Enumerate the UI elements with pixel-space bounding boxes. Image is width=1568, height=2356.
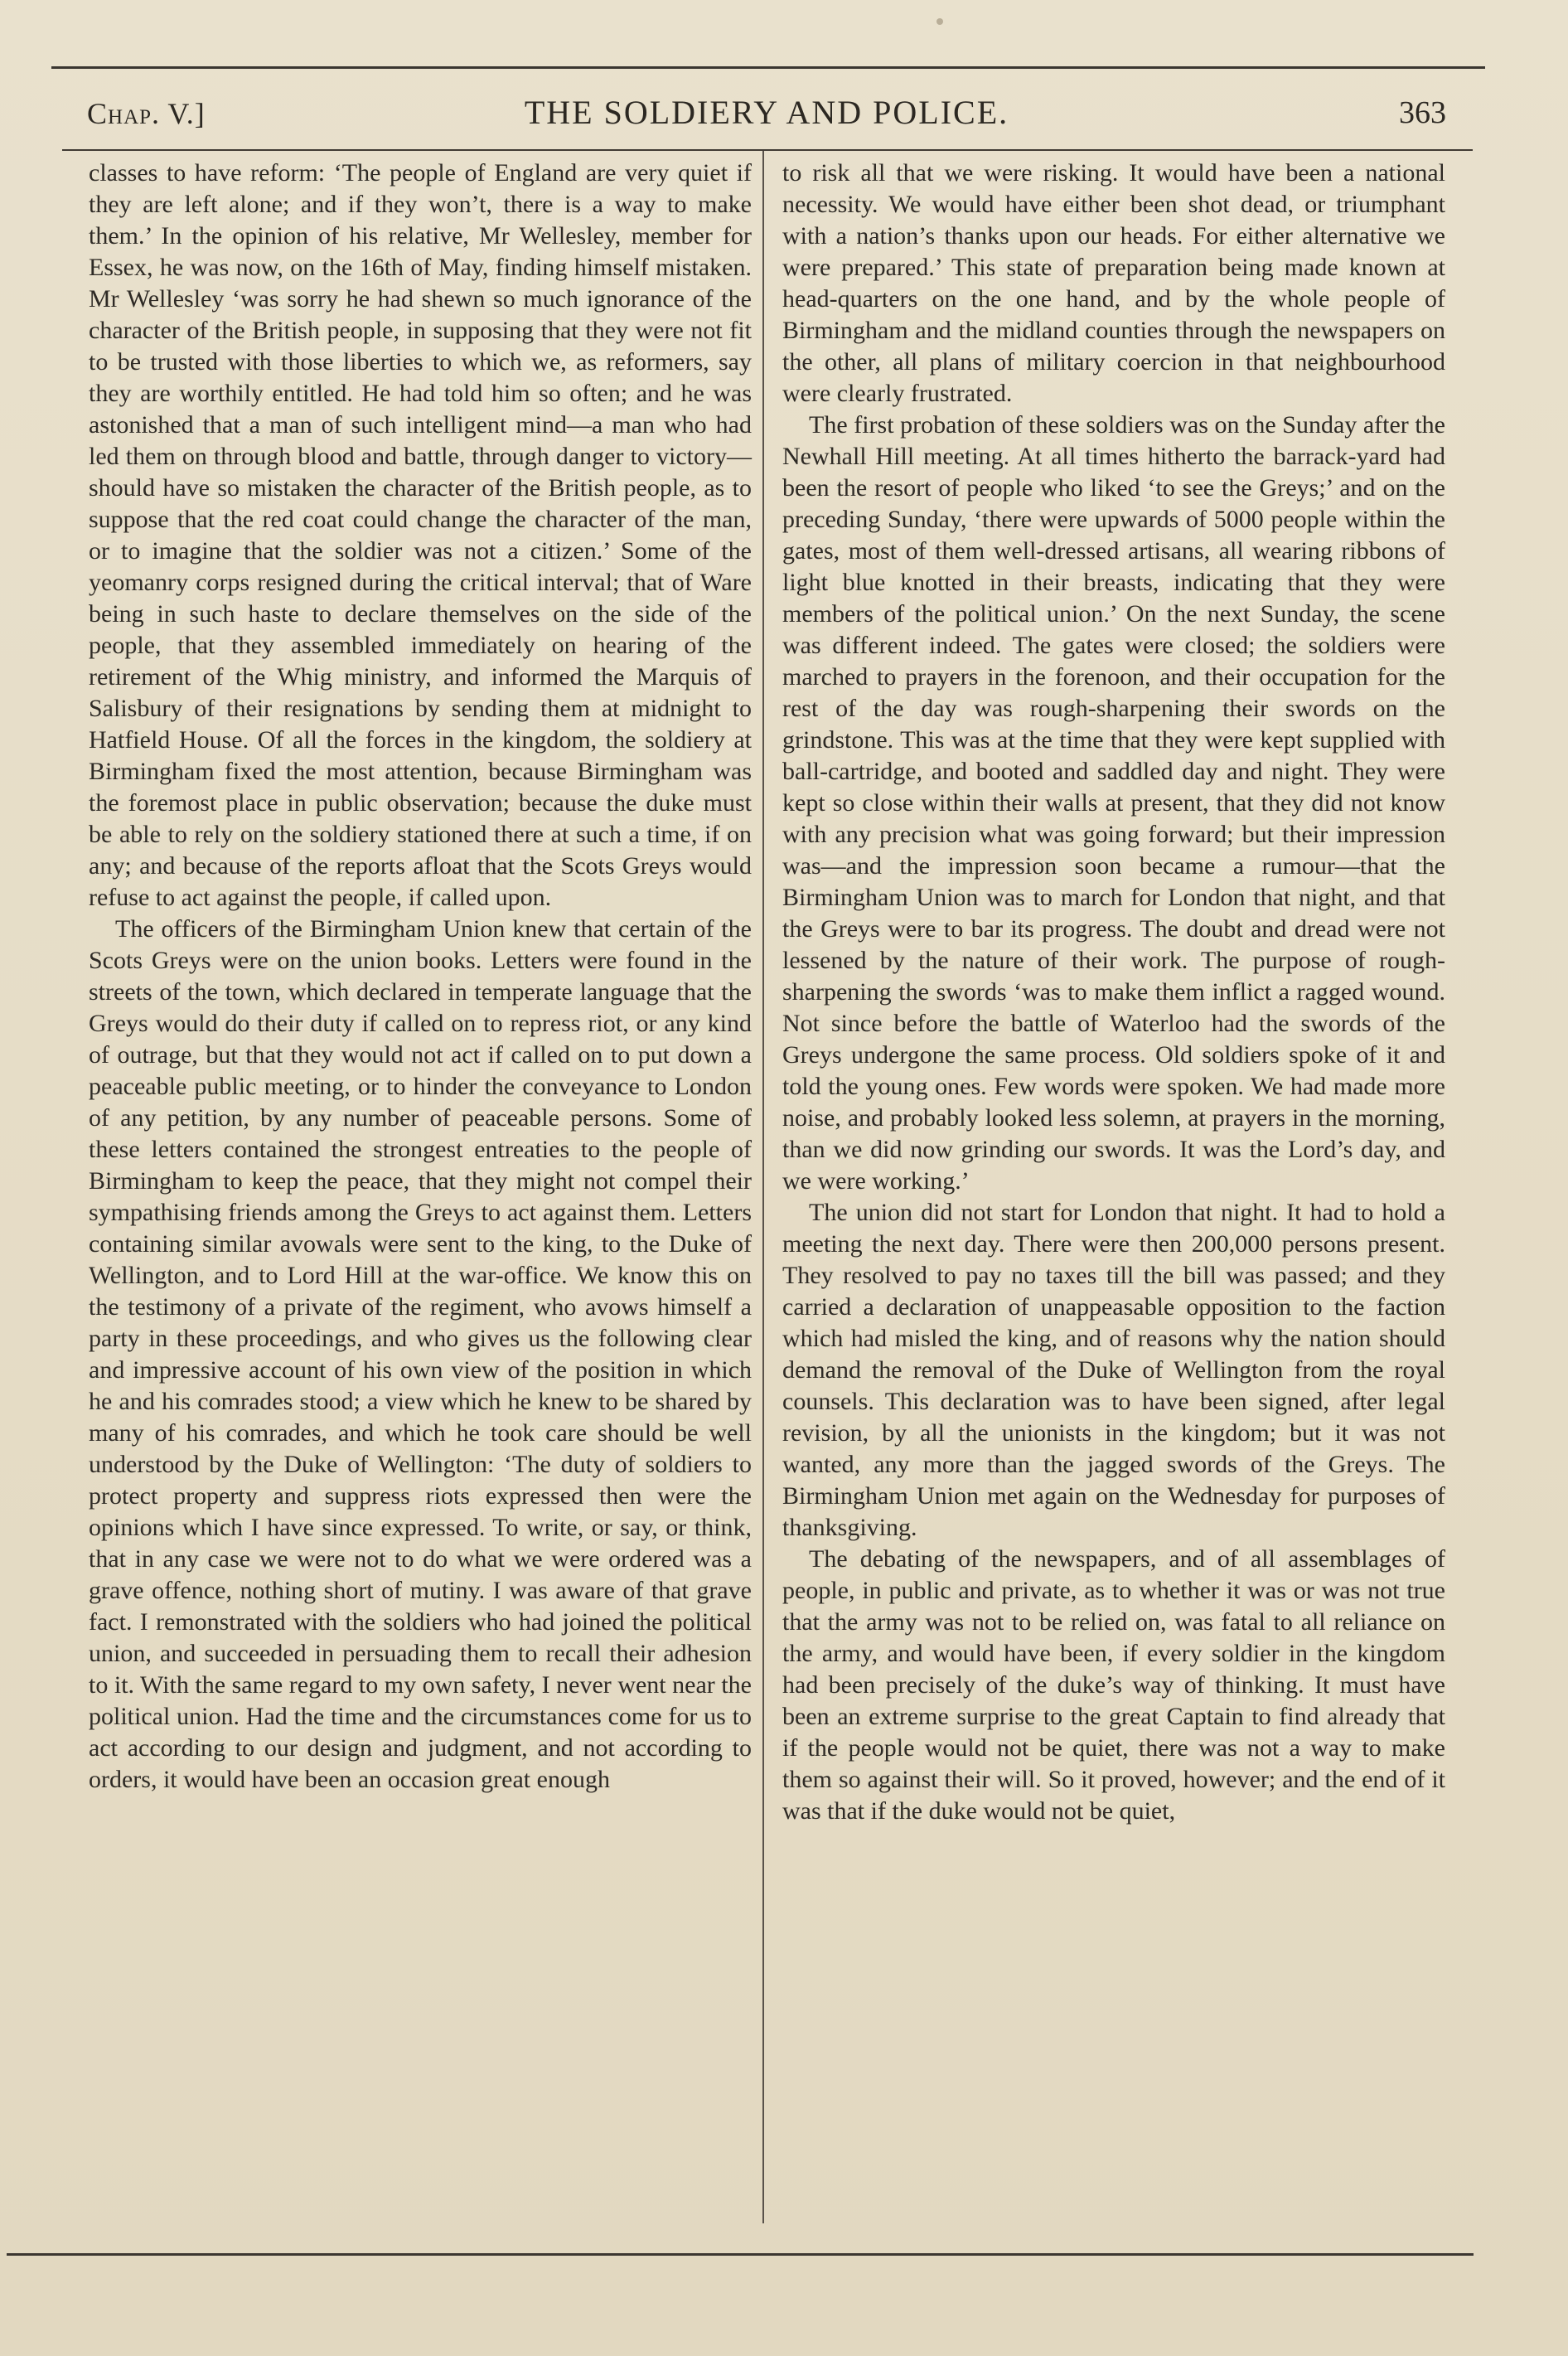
left-column — [89, 158, 752, 1796]
paragraph: classes to have reform: ‘The people of England are very quiet if they are left alone; and if they won’t, there is a way to make them.’ In the opinion of his relative, Mr Wellesley, member for Essex, he was now, on the 16th of May, finding himself mistaken. Mr Wellesley ‘was sorry he had shewn so much ignorance of the character of the British people, in supposing that they were not fit to be trusted with those liberties to which we, as reformers, say they are worthily entitled. He had told him so often; and he was astonished that a man of such intelligent mind—a man who had led them on through blood and battle, through danger to victory—should have so mistaken the character of the British people, as to suppose that the red coat could change the character of the man, or to imagine that the soldier was not a citizen.’ Some of the yeomanry corps resigned during the critical interval; that of Ware being in such haste to declare themselves on the side of the people, that they assembled immediately on hearing of the retirement of the Whig ministry, and informed the Marquis of Salisbury of their resignations by sending them at midnight to Hatfield House. Of all the forces in the kingdom, the soldiery at Birmingham fixed the most attention, because Birmingham was the foremost place in public observation; because the duke must be able to rely on the soldiery stationed there at such a time, if on any; and because of the reports afloat that the Scots Greys would refuse to act against the people, if called upon. — [89, 159, 752, 911]
paragraph: The debating of the newspapers, and of all assemblages of people, in public and private, as to whether it was or was not true that the army was not to be relied on, was fatal to all reliance on the army, and would have been, if every soldier in the kingdom had been precisely of the duke’s way of thinking. It must have been an extreme surprise to the great Captain to find already that if the people would not be quiet, there was not a way to make them so against their will. So it proved, however; and the end of it was that if the duke would not be quiet, — [782, 1545, 1445, 1825]
header-rule — [62, 149, 1473, 151]
top-rule — [51, 66, 1485, 69]
paragraph: The officers of the Birmingham Union knew that certain of the Scots Greys were on the union books. Letters were found in the streets of the town, which declared in temperate language that the Greys would do their duty if called on to repress riot, or any kind of outrage, but that they would not act if called on to put down a peaceable public meeting, or to hinder the conveyance to London of any petition, by any number of peaceable persons. Some of these letters contained the strongest entreaties to the people of Birmingham to keep the peace, that they might not compel their sympathising friends among the Greys to act against them. Letters containing similar avowals were sent to the king, to the Duke of Wellington, and to Lord Hill at the war-office. We know this on the testimony of a private of the regiment, who avows himself a party in these proceedings, and who gives us the following clear and impressive account of his own view of the position in which he and his comrades stood; a view which he knew to be shared by many of his comrades, and which he took care should be well understood by the Duke of Wellington: ‘The duty of soldiers to protect property and suppress riots expressed then were the opinions which I have since expressed. To write, or say, or think, that in any case we were not to do what we were ordered was a grave offence, nothing short of mutiny. I was aware of that grave fact. I remonstrated with the soldiers who had joined the political union, and succeeded in persuading them to recall their adhesion to it. With the same regard to my own safety, I never went near the political union. Had the time and the circumstances come for us to act according to our design and judgment, and not according to orders, it would have been an occasion great enough — [89, 915, 752, 1793]
page-number: 363 — [1399, 95, 1446, 130]
paragraph: The union did not start for London that night. It had to hold a meeting the next day. There were then 200,000 persons present. They resolved to pay no taxes till the bill was passed; and they carried a declaration of unappeasable opposition to the faction which had misled the king, and of reasons why the nation should demand the removal of the Duke of Wellington from the royal counsels. This declaration was to have been signed, after legal revision, by all the unionists in the kingdom; but it was not wanted, any more than the jagged swords of the Greys. The Birmingham Union met again on the Wednesday for purposes of thanksgiving. — [782, 1199, 1445, 1541]
right-column — [782, 158, 1445, 1827]
paragraph: to risk all that we were risking. It would have been a national necessity. We would have either been shot dead, or triumphant with a nation’s thanks upon our heads. For either alternative we were prepared.’ This state of preparation being made known at head-quarters on the one hand, and by the whole people of Birmingham and the midland counties through the newspapers on the other, all plans of military coercion in that neighbourhood were clearly frustrated. — [782, 159, 1445, 407]
paper-speck — [936, 18, 943, 25]
running-header — [87, 91, 1446, 141]
column-divider — [762, 151, 764, 2223]
paragraph: The first probation of these soldiers was on the Sunday after the Newhall Hill meeting. At all times hitherto the barrack-yard had been the resort of people who liked ‘to see the Greys;’ and on the preceding Sunday, ‘there were upwards of 5000 people within the gates, most of them well-dressed artisans, all wearing ribbons of light blue knotted in their breasts, indicating that they were members of the political union.’ On the next Sunday, the scene was different indeed. The gates were closed; the soldiers were marched to prayers in the forenoon, and their occupation for the rest of the day was rough-sharpening their swords on the grindstone. This was at the time that they were kept supplied with ball-cartridge, and booted and saddled day and night. They were kept so close within their walls at present, that they did not know with any precision what was going forward; but their impression was—and the impression soon became a rumour—that the Birmingham Union was to march for London that night, and that the Greys were to bar its progress. The doubt and dread were not lessened by the nature of their work. The purpose of rough-sharpening the swords ‘was to make them inflict a ragged wound. Not since before the battle of Waterloo had the swords of the Greys undergone the same process. Old soldiers spoke of it and told the young ones. Few words were spoken. We had made more noise, and probably looked less solemn, at prayers in the morning, than we did now grinding our swords. It was the Lord’s day, and we were working.’ — [782, 411, 1445, 1195]
chapter-label: Chap. V.] — [87, 97, 206, 130]
bottom-rule — [7, 2253, 1474, 2256]
running-title: THE SOLDIERY AND POLICE. — [524, 94, 1009, 131]
